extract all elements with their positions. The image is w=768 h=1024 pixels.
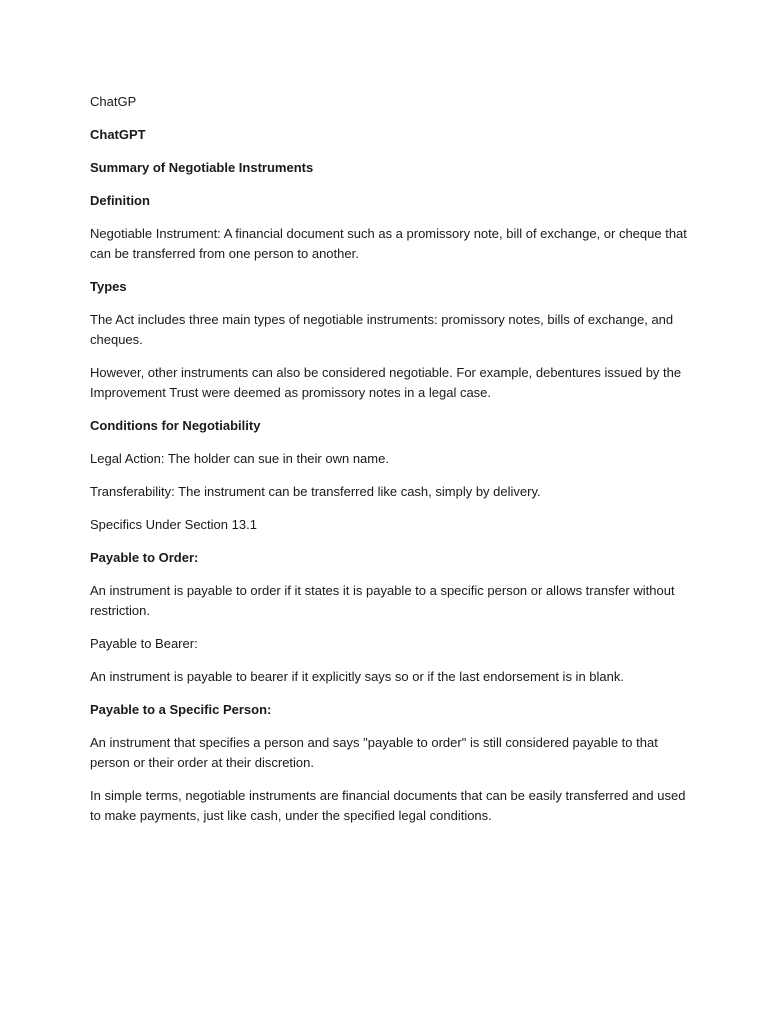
paragraph-definition: Negotiable Instrument: A financial document such as a promissory note, bill of exchange, or cheque that can be transferred from one person to another.	[90, 226, 687, 261]
paragraph-payable-to-bearer-label: Payable to Bearer:	[90, 636, 198, 651]
paragraph-legal-action: Legal Action: The holder can sue in their own name.	[90, 451, 389, 466]
heading-payable-to-order: Payable to Order:	[90, 550, 199, 565]
paragraph-payable-to-bearer: An instrument is payable to bearer if it explicitly says so or if the last endorsement is in blank.	[90, 669, 624, 684]
heading-types: Types	[90, 279, 127, 294]
document-title: Summary of Negotiable Instruments	[90, 160, 314, 175]
paragraph-payable-specific-person: An instrument that specifies a person and says "payable to order" is still considered payable to that person or their order at their discretion.	[90, 735, 658, 770]
paragraph-transferability: Transferability: The instrument can be transferred like cash, simply by delivery.	[90, 484, 541, 499]
heading-conditions: Conditions for Negotiability	[90, 418, 261, 433]
heading-chatgpt: ChatGPT	[90, 127, 146, 142]
paragraph-other-instruments: However, other instruments can also be considered negotiable. For example, debentures issued by the Improvement Trust were deemed as promissory notes in a legal case.	[90, 365, 682, 400]
paragraph-summary: In simple terms, negotiable instruments are financial documents that can be easily transferred and used to make payments, just like cash, under the specified legal conditions.	[90, 788, 686, 823]
paragraph-payable-to-order: An instrument is payable to order if it states it is payable to a specific person or allows transfer without restriction.	[90, 583, 675, 618]
paragraph-types: The Act includes three main types of negotiable instruments: promissory notes, bills of exchange, and cheques.	[90, 312, 674, 347]
heading-payable-specific-person: Payable to a Specific Person:	[90, 702, 272, 717]
heading-definition: Definition	[90, 193, 150, 208]
paragraph-chatgp: ChatGP	[90, 94, 137, 109]
paragraph-specifics-section: Specifics Under Section 13.1	[90, 517, 257, 532]
document-page	[90, 92, 690, 839]
